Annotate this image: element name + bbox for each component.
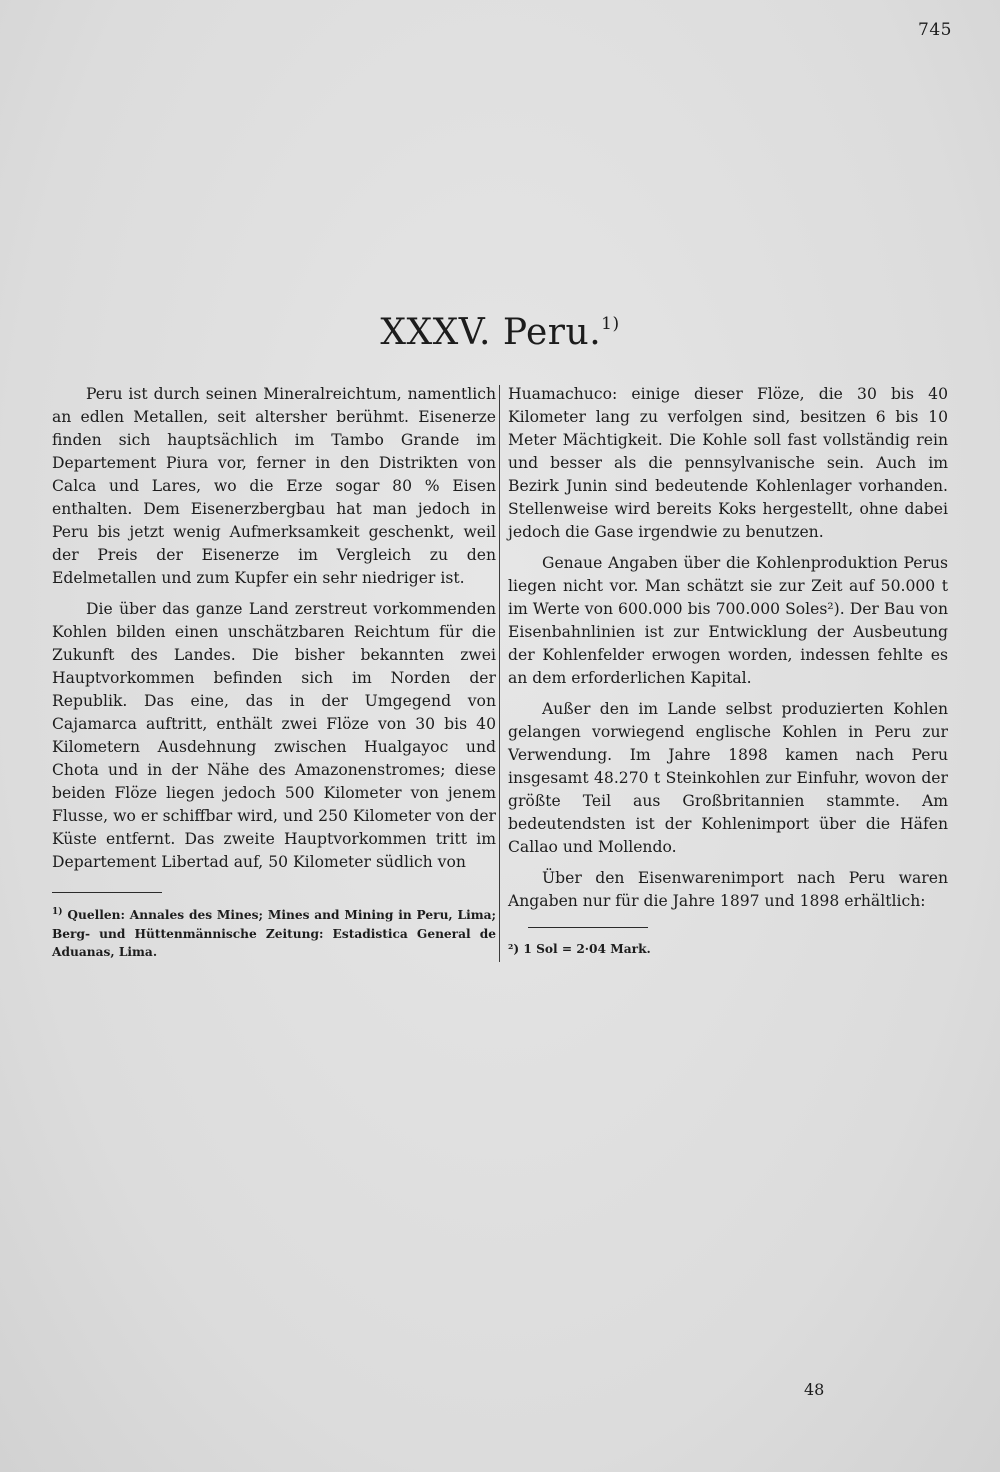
page-number: 745 <box>918 20 952 40</box>
paragraph: Außer den im Lande selbst produzierten Kohlen gelangen vorwiegend englische Kohlen in Peru zur Verwendung. Im Jahre 1898 kamen nach Peru insgesamt 48.270 t Steinkohlen zur Einfuhr, wovon der größte Teil aus Großbritannien stammte. Am bedeutendsten ist der Kohlenimport über die Häfen Callao und Mollendo. <box>508 700 948 856</box>
paragraph: Huamachuco: einige dieser Flöze, die 30 bis 40 Kilometer lang zu verfolgen sind, besitzen 6 bis 10 Meter Mächtigkeit. Die Kohle soll fast vollständig rein und besser als die pennsylvanische sein. Auch im Bezirk Junin sind bedeutende Kohlenlager vorhanden. Stellenweise wird bereits Koks hergestellt, ohne dabei jedoch die Gase irgendwie zu benutzen. <box>508 385 948 541</box>
chapter-title <box>0 312 1000 353</box>
footnote-1 <box>52 903 496 962</box>
paragraph: Die über das ganze Land zerstreut vorkommenden Kohlen bilden einen unschätzbaren Reichtum für die Zukunft des Landes. Die bisher bekannten zwei Hauptvorkommen befinden sich im Norden der Republik. Das eine, das in der Umgegend von Cajamarca auftritt, enthält zwei Flöze von 30 bis 40 Kilometern Ausdehnung zwischen Hualgayoc und Chota und in der Nähe des Amazonenstromes; diese beiden Flöze liegen jedoch 500 Kilometer von jenem Flusse, wo er schiffbar wird, und 250 Kilometer von der Küste entfernt. Das zweite Hauptvorkommen tritt im Departement Libertad auf, 50 Kilometer südlich von <box>52 600 496 871</box>
left-column <box>52 383 496 970</box>
right-column <box>508 383 948 969</box>
chapter-title-text: XXXV. Peru. <box>380 312 602 354</box>
footnote-divider <box>528 927 648 928</box>
title-footnote-marker[interactable]: 1) <box>601 314 620 335</box>
footnote-2: ²) 1 Sol = 2·04 Mark. <box>508 942 651 956</box>
footnote-divider <box>52 892 162 893</box>
column-divider <box>499 385 500 962</box>
paragraph: Genaue Angaben über die Kohlenproduktion Perus liegen nicht vor. Man schätzt sie zur Zeit auf 50.000 t im Werte von 600.000 bis 700.000 Soles²). Der Bau von Eisenbahnlinien ist zur Entwicklung der Ausbeutung der Kohlenfelder erwogen worden, indessen fehlte es an dem erforderlichen Kapital. <box>508 554 948 687</box>
paragraph: Peru ist durch seinen Mineralreichtum, namentlich an edlen Metallen, seit altersher berühmt. Eisenerze finden sich hauptsächlich im Tambo Grande im Departement Piura vor, ferner in den Distrikten von Calca und Lares, wo die Erze sogar 80 % Eisen enthalten. Dem Eisenerzbergbau hat man jedoch in Peru bis jetzt wenig Aufmerksamkeit geschenkt, weil der Preis der Eisenerze im Vergleich zu den Edelmetallen und zum Kupfer ein sehr niedriger ist. <box>52 385 496 587</box>
footnote-text: Quellen: Annales des Mines; Mines and Mining in Peru, Lima; Berg- und Hüttenmännische Zeitung: Estadistica General de Aduanas, Lima. <box>52 908 496 960</box>
paragraph: Über den Eisenwarenimport nach Peru waren Angaben nur für die Jahre 1897 und 1898 erhältlich: <box>508 869 948 910</box>
sheet-number: 48 <box>804 1380 825 1399</box>
sheet-signature <box>0 1380 1000 1399</box>
footnote-marker: 1) <box>52 907 63 917</box>
